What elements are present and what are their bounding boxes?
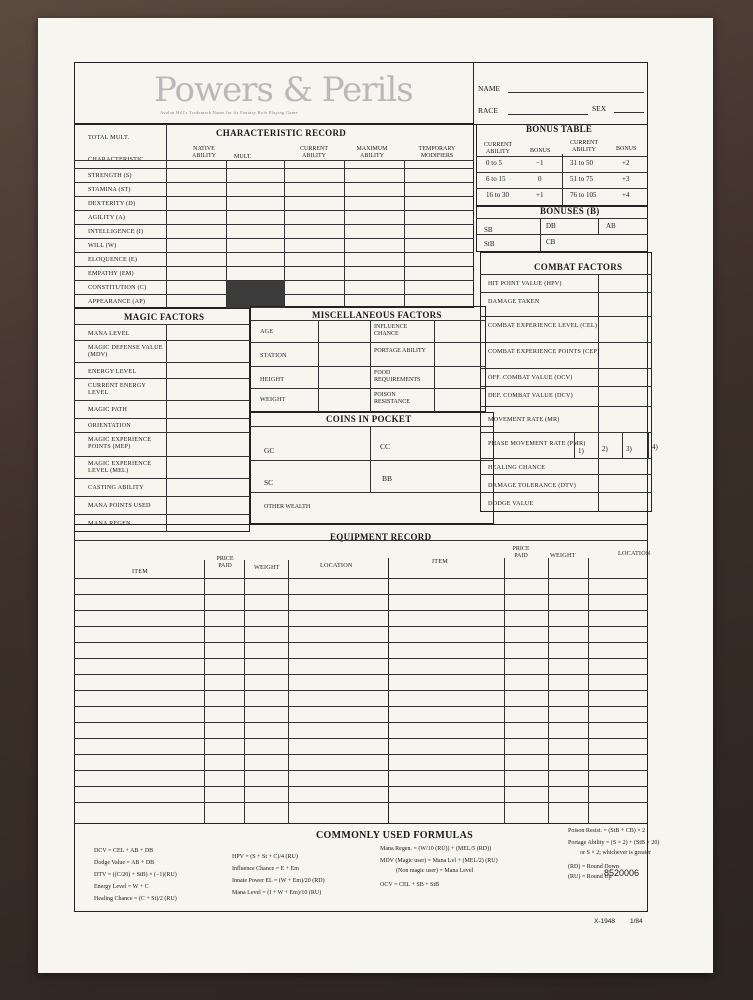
bonus-col-bonus-2: BONUS [616,146,637,152]
combat-row-label: DAMAGE TAKEN [488,298,540,305]
char-row-label: DEXTERITY (D) [88,200,136,207]
phase-divider [648,432,649,458]
char-row-line [74,196,474,197]
equip-col-price-2: PRICE PAID [512,546,530,559]
equip-divider [388,558,389,824]
formula: (RD) = Round Down [568,864,619,870]
equip-row-line [74,578,648,579]
bonuses-line [476,218,648,219]
formula: MDV (Magic user) = Mana Lvl + (MEL/2) (RU) [380,858,498,864]
magic-divider [166,324,167,532]
phase-4: 4) [652,443,658,451]
combat-line [480,474,652,475]
form-number: X-1948 [594,918,615,925]
equip-divider [288,560,289,824]
equip-col-weight: WEIGHT [254,564,280,571]
bonus-db: DB [546,222,556,230]
equip-row-line [74,626,648,627]
bonus-range: 0 to 5 [486,159,502,167]
magic-line [74,456,250,457]
name-field[interactable] [508,92,644,93]
combat-line [480,458,652,459]
magic-line [74,378,250,379]
bonus-divider [562,154,563,206]
formula: DCV = CEL + AB + DB [94,848,154,854]
bonus-stb: StB [484,240,495,248]
combat-line [480,492,652,493]
misc-factors-title: MISCELLANEOUS FACTORS [312,310,442,320]
equip-row-line [74,594,648,595]
magic-row-label: MANA LEVEL [88,330,130,337]
equipment-line [74,540,648,541]
coin-gc: GC [264,446,275,455]
combat-line [480,292,652,293]
equip-row-line [74,658,648,659]
formula: Dodge Value = AB + DB [94,860,155,866]
bonus-value: +2 [622,159,630,167]
magic-row-label: CURRENT ENERGY LEVEL [88,382,146,396]
race-field[interactable] [508,114,588,115]
misc-label: STATION [260,352,287,359]
misc-line [250,388,486,389]
total-mult-label: TOTAL MULT. [88,134,130,141]
formula: Innate Power EL = (W + Em)/20 (RD) [232,878,325,884]
magic-line [74,340,250,341]
equip-divider [548,558,549,824]
combat-row-label: COMBAT EXPERIENCE LEVEL (CEL) [488,322,598,329]
phase-2: 2) [602,445,608,453]
misc-line [250,366,486,367]
bonus-range: 16 to 30 [486,191,509,199]
equip-col-item-2: ITEM [432,558,448,565]
combat-row-label: MOVEMENT RATE (MR) [488,416,560,423]
phase-divider [574,432,575,458]
combat-row-label: DAMAGE TOLERANCE (DTV) [488,482,577,489]
magic-row-label: MANA POINTS USED [88,502,151,509]
misc-label: WEIGHT [260,396,286,403]
formula: (Non magic user) = Mana Level [396,868,474,874]
char-row-label: WILL (W) [88,242,117,249]
bonuses-divider [540,218,541,252]
formula: DTV = ((C/20) + StB) × (−1)(RU) [94,872,177,878]
misc-label: FOOD REQUIREMENTS [374,370,421,383]
form-code: 8520006 [604,868,640,878]
magic-factors-box [74,308,250,532]
char-row-line [74,266,474,267]
formula: Mana Level = (I + W + Em)/10 (RU) [232,890,322,896]
equip-row-line [74,706,648,707]
bonus-value: 0 [538,175,542,183]
bonus-col-ability: CURRENT ABILITY [483,142,512,155]
bonus-table-title: BONUS TABLE [526,124,593,134]
char-row-line [74,238,474,239]
misc-label: PORTAGE ABILITY [374,348,426,354]
combat-row-label: OFF. COMBAT VALUE (OCV) [488,374,573,381]
formula: HPV = (S + St + C)/4 (RU) [232,854,298,860]
magic-line [74,418,250,419]
char-row-label: APPEARANCE (AP) [88,298,146,305]
char-row-line [74,160,474,161]
magic-line [74,496,250,497]
characteristic-title: CHARACTERISTIC RECORD [216,128,347,138]
formula: Mana Regen. = (W/10 (RU)) + (MEL/5 (RD)) [380,846,492,852]
logo: Powers & Perils [154,70,413,110]
magic-row-label: MAGIC DEFENSE VALUE (MDV) [88,344,163,358]
equip-row-line [74,786,648,787]
formula: Portage Ability = (S × 2) + (StB × 20) [568,840,660,846]
coin-sc: SC [264,478,274,487]
combat-row-label: PHASE MOVEMENT RATE (PMR) [488,440,586,447]
misc-label: INFLUENCE CHANCE [374,324,408,337]
sex-label: SEX [592,104,607,113]
sex-field[interactable] [614,112,644,113]
misc-line [250,342,486,343]
formula: Healing Chance = (C + St)/2 (RU) [94,896,177,902]
equip-divider [504,558,505,824]
magic-row-label: MAGIC PATH [88,406,128,413]
race-label: RACE [478,106,499,115]
formulas-title: COMMONLY USED FORMULAS [316,830,473,841]
bonus-ab: AB [606,222,616,230]
magic-row-label: MAGIC EXPERIENCE LEVEL (MEL) [88,460,152,474]
phase-divider [622,432,623,458]
equip-row-line [74,722,648,723]
equip-divider [204,560,205,824]
phase-1: 1) [578,447,584,455]
coins-line [250,492,494,493]
equip-col-price: PRICE PAID [216,556,234,569]
bonus-cb: CB [546,238,556,246]
magic-row-label: MANA REGEN. [88,520,133,527]
equipment-title: EQUIPMENT RECORD [330,532,432,542]
magic-line [74,432,250,433]
bonus-col-ability-2: CURRENT ABILITY [569,140,598,153]
constitution-blackout [227,281,284,308]
bonus-value: +1 [536,191,544,199]
coin-other-wealth: OTHER WEALTH [264,504,311,510]
magic-row-label: ORIENTATION [88,422,131,429]
name-label: NAME [478,84,501,93]
bonus-value: −1 [536,159,544,167]
col-current-ability: CURRENT ABILITY [299,146,328,159]
col-mult: MULT. [234,154,252,160]
characteristic-label: CHARACTERISTIC [88,156,144,163]
bonus-line [476,172,648,173]
char-row-label: STAMINA (ST) [88,186,131,193]
combat-factors-title: COMBAT FACTORS [534,262,623,272]
bonus-range: 6 to 15 [486,175,506,183]
combat-row-label: HIT POINT VALUE (HPV) [488,280,562,287]
magic-line [74,478,250,479]
char-row-line [74,224,474,225]
phase-3: 3) [626,445,632,453]
coins-title: COINS IN POCKET [326,414,412,424]
combat-factors-box [480,252,652,512]
misc-line [250,320,486,321]
coins-divider [370,426,371,492]
equip-col-weight-2: WEIGHT [550,552,576,559]
magic-line [74,400,250,401]
bonus-range: 31 to 50 [570,159,593,167]
bonuses-line [476,234,648,235]
bonus-range: 76 to 105 [570,191,597,199]
magic-factors-title: MAGIC FACTORS [124,312,205,322]
char-row-line [74,182,474,183]
bonus-value: +4 [622,191,630,199]
col-temporary-modifiers: TEMPORARY MODIFIERS [418,146,456,159]
char-row-label: AGILITY (A) [88,214,126,221]
combat-line [480,432,652,433]
misc-label: POISON RESISTANCE [374,392,410,405]
equip-row-line [74,610,648,611]
bonuses-title: BONUSES (B) [540,206,600,216]
equip-divider [588,558,589,824]
col-native-ability: NATIVE ABILITY [192,146,216,159]
equip-row-line [74,770,648,771]
character-sheet [74,62,688,925]
bonus-line [476,188,648,189]
bonus-line [476,156,648,157]
combat-row-label: HEALING CHANCE [488,464,546,471]
bonus-range: 51 to 75 [570,175,593,183]
misc-label: HEIGHT [260,376,285,383]
char-row-line [74,210,474,211]
char-row-label: ELOQUENCE (E) [88,256,138,263]
bonuses-divider [598,218,599,234]
form-date: 1/84 [630,918,643,925]
combat-line [480,368,652,369]
formula: Influence Chance = E + Em [232,866,299,872]
formula: OCV = CEL + SB + StB [380,882,440,888]
formula: Energy Level = W + C [94,884,149,890]
combat-row-label: DODGE VALUE [488,500,534,507]
coin-bb: BB [382,474,393,483]
formula: or S × 2; whichever is greater [580,850,652,856]
bonus-value: +3 [622,175,630,183]
magic-line [74,514,250,515]
magic-line [74,362,250,363]
coins-line [250,426,494,427]
combat-line [480,342,652,343]
col-maximum-ability: MAXIMUM ABILITY [356,146,388,159]
equip-col-item: ITEM [132,568,148,575]
combat-divider [598,274,599,512]
equip-row-line [74,754,648,755]
equip-row-line [74,802,648,803]
bonus-sb: SB [484,226,493,234]
combat-line [480,386,652,387]
char-row-line [74,168,474,169]
magic-row-label: CASTING ABILITY [88,484,144,491]
combat-line [480,406,652,407]
combat-row-label: DEF. COMBAT VALUE (DCV) [488,392,573,399]
equip-divider [244,560,245,824]
char-row-label: STRENGTH (S) [88,172,132,179]
equip-row-line [74,642,648,643]
magic-line [74,324,250,325]
char-row-label: EMPATHY (EM) [88,270,134,277]
char-row-line [74,252,474,253]
formula: Poison Resist. = (StB + CB) × 2 [568,828,646,834]
magic-row-label: MAGIC EXPERIENCE POINTS (MEP) [88,436,152,450]
coin-cc: CC [380,442,391,451]
combat-line [480,316,652,317]
char-row-label: CONSTITUTION (C) [88,284,147,291]
coins-line [250,460,494,461]
misc-label: AGE [260,328,274,335]
formula: (RU) = Round Up [568,874,612,880]
combat-line [480,274,652,275]
equip-col-location: LOCATION [320,562,353,569]
equip-row-line [74,738,648,739]
bonus-col-bonus: BONUS [530,148,551,154]
char-row-label: INTELLIGENCE (I) [88,228,144,235]
combat-row-label: COMBAT EXPERIENCE POINTS (CEP) [488,348,600,355]
equip-row-line [74,690,648,691]
equip-col-location-2: LOCATION [618,550,651,557]
logo-tagline: Avalon Hill's Trademark Name for its Fantasy Role Playing Game [160,110,298,115]
magic-row-label: ENERGY LEVEL [88,368,137,375]
equip-row-line [74,674,648,675]
